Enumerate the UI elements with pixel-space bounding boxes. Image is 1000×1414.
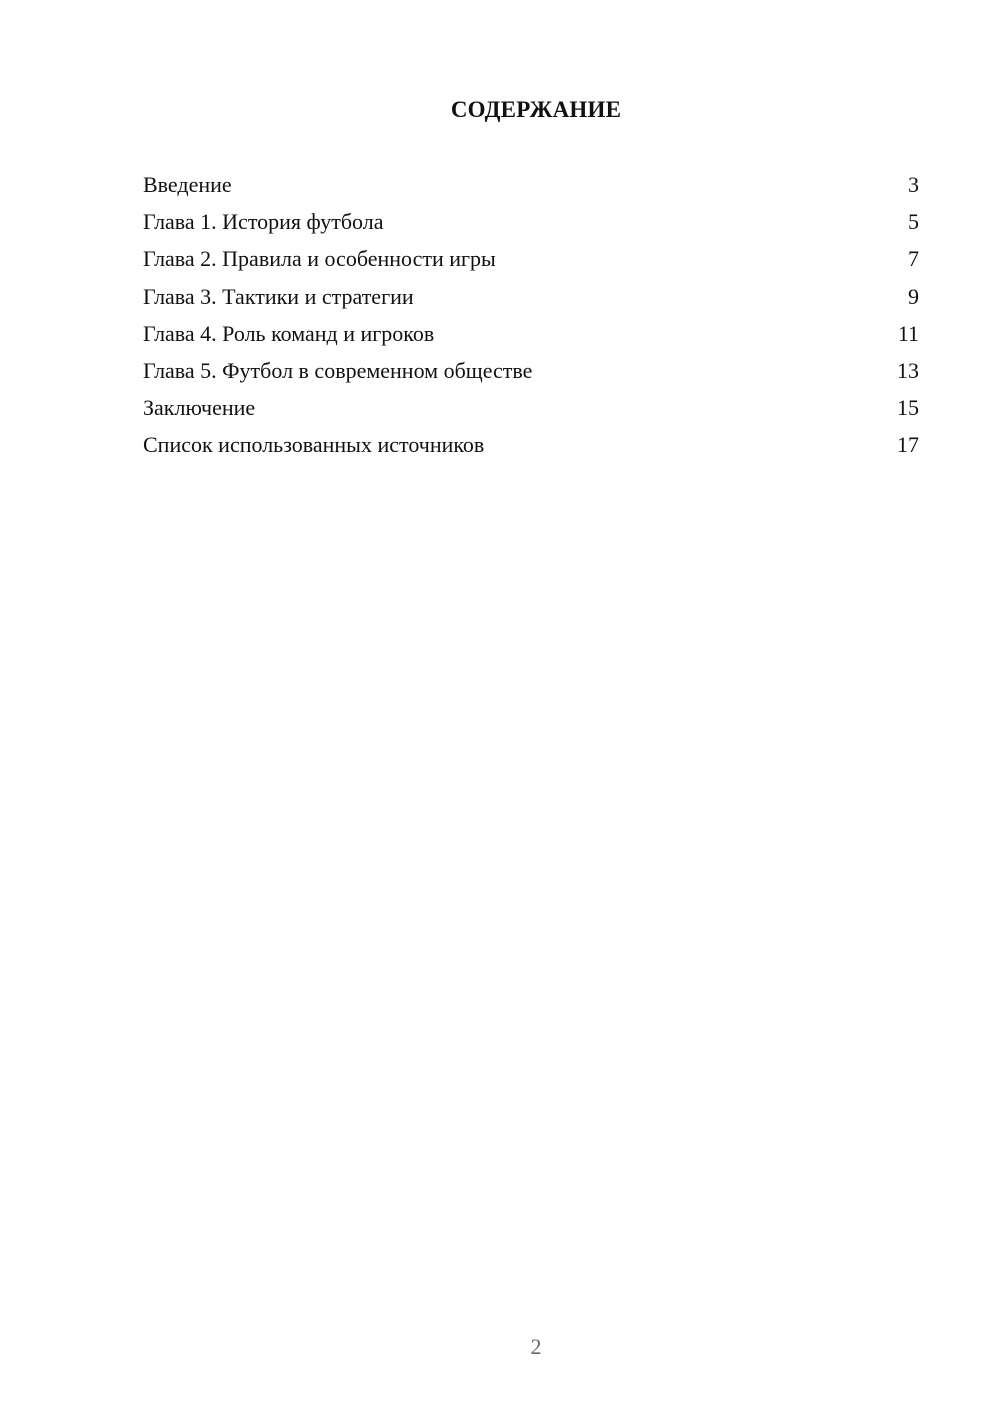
toc-entry-label: Глава 1. История футбола: [143, 209, 384, 235]
toc-entry-references: [143, 430, 919, 467]
toc-entry-page: 9: [908, 283, 919, 309]
toc-entry-label: Глава 2. Правила и особенности игры: [143, 246, 496, 272]
toc-entry-chapter-3: [143, 282, 919, 319]
toc-entry-page: 17: [897, 432, 919, 458]
toc-entry-chapter-2: [143, 244, 919, 281]
toc-entry-label: Введение: [143, 172, 232, 197]
toc-entry-page: 13: [897, 357, 919, 383]
toc-entry-chapter-1: [143, 207, 919, 244]
toc-entry-page: 11: [897, 320, 919, 346]
toc-entry-label: Заключение: [143, 395, 256, 421]
toc-entry-label: Список использованных источников: [143, 432, 485, 458]
toc-entry-label: Глава 5. Футбол в современном обществе: [143, 357, 533, 383]
toc-entry-introduction: [143, 170, 919, 207]
toc-entry-page: 3: [908, 172, 919, 197]
table-of-contents: [143, 170, 919, 468]
page-title: СОДЕРЖАНИЕ: [450, 97, 622, 122]
toc-entry-chapter-5: [143, 356, 919, 393]
toc-entry-page: 7: [908, 246, 919, 272]
page-number: 2: [530, 1334, 542, 1359]
toc-entry-label: Глава 4. Роль команд и игроков: [143, 320, 435, 346]
toc-entry-page: 15: [897, 395, 919, 421]
toc-entry-page: 5: [908, 209, 919, 235]
toc-entry-label: Глава 3. Тактики и стратегии: [143, 283, 414, 309]
toc-entry-conclusion: [143, 393, 919, 430]
toc-entry-chapter-4: [143, 319, 919, 356]
